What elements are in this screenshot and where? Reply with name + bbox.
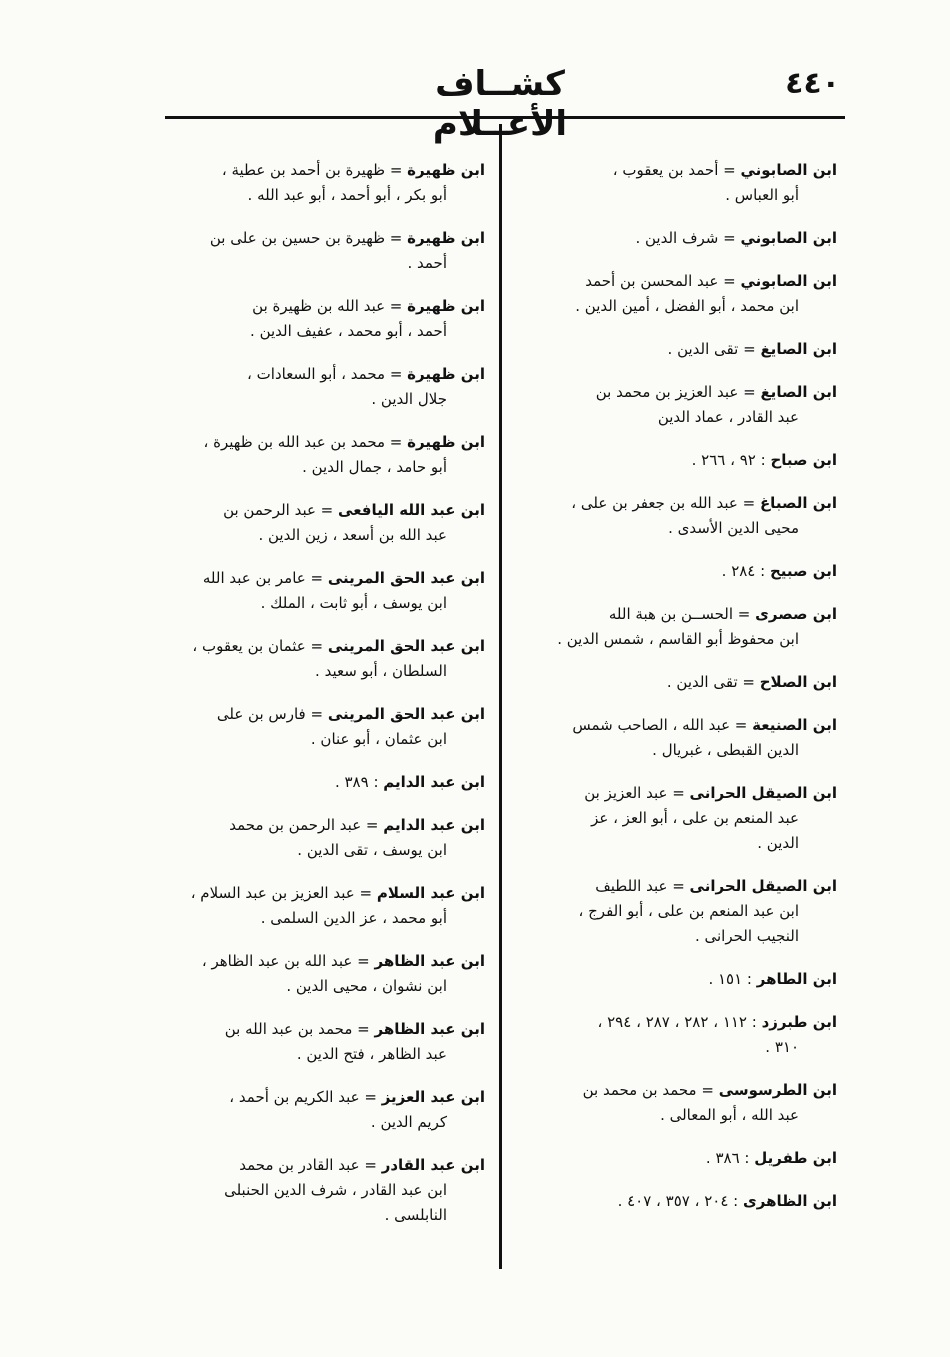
entry-heading: ابن الصابوني — [740, 272, 837, 290]
entry-main-line — [512, 380, 837, 405]
index-entry — [512, 1189, 837, 1214]
entry-heading: ابن الصابوني — [740, 229, 837, 247]
entry-text: = عبد الرحمن بن — [223, 501, 339, 519]
entry-heading: ابن عبد الدايم — [383, 773, 485, 791]
index-entry — [165, 294, 485, 344]
entry-continuation: أحمد . — [407, 254, 447, 272]
entry-text: : ١١٢ ، ٢٨٢ ، ٢٨٧ ، ٢٩٤ ، — [597, 1013, 762, 1031]
entry-heading: ابن الصلاح — [759, 673, 837, 691]
entry-text: = محمد بن عبد الله بن ظهيرة ، — [203, 433, 408, 451]
entry-continuation: عبد القادر ، عماد الدين — [657, 408, 799, 426]
entry-continuation: عبد الله بن أسعد ، زين الدين . — [258, 526, 447, 544]
index-entry — [165, 430, 485, 480]
entry-heading: ابن عبد القادر — [381, 1156, 485, 1174]
entry-heading: ابن ظهيرة — [407, 161, 485, 179]
entry-continuation: عبد الظاهر ، فتح الدين . — [296, 1045, 447, 1063]
entry-main-line — [165, 949, 485, 974]
entry-text: = عبد الرحمن بن محمد — [229, 816, 384, 834]
entry-main-line — [512, 602, 837, 627]
entry-text: = فارس بن على — [216, 705, 328, 723]
entry-heading: ابن عبد الله اليافعى — [338, 501, 485, 519]
index-entry — [165, 770, 485, 795]
entry-main-line — [165, 813, 485, 838]
entry-main-line — [512, 1078, 837, 1103]
entry-heading: ابن طبرزد — [761, 1013, 837, 1031]
entry-main-line — [165, 1085, 485, 1110]
entry-heading: ابن عبد الظاهر — [374, 1020, 485, 1038]
entry-main-line — [512, 713, 837, 738]
entry-text: : ٢٨٤ . — [721, 562, 770, 580]
index-entry — [512, 448, 837, 473]
entry-continuation: أبو بكر ، أبو أحمد ، أبو عبد الله . — [247, 186, 447, 204]
entry-text: = الحســن بن هبة الله — [608, 605, 756, 623]
entry-heading: ابن عبد العزيز — [381, 1088, 485, 1106]
entry-heading: ابن عبد الحق المرينى — [327, 637, 485, 655]
entry-text: : ٣٨٩ . — [334, 773, 384, 791]
index-entry — [512, 602, 837, 652]
entry-heading: ابن صباح — [770, 451, 837, 469]
entry-main-line — [512, 226, 837, 251]
entry-continuation: ابن محمد ، أبو الفضل ، أمين الدين . — [575, 297, 799, 315]
index-entry — [165, 702, 485, 752]
entry-continuation: ابن يوسف ، تقى الدين . — [297, 841, 447, 859]
index-entry — [512, 158, 837, 208]
page-number: ٤٤٠ — [785, 66, 840, 101]
entry-continuation: النابلسى . — [384, 1206, 447, 1224]
entry-continuation: أبو حامد ، جمال الدين . — [302, 458, 447, 476]
index-entry — [165, 1017, 485, 1067]
entry-text: : ٣٨٦ . — [705, 1149, 755, 1167]
entry-heading: ابن صبيح — [769, 562, 837, 580]
entry-continuation: عبد المنعم بن على ، أبو العز ، عز — [591, 809, 799, 827]
entry-heading: ابن عبد الحق المرينى — [327, 569, 485, 587]
index-entry — [165, 362, 485, 412]
entry-continuation: أحمد ، أبو محمد ، عفيف الدين . — [250, 322, 447, 340]
entry-text: = عبد الله ، الصاحب شمس — [572, 716, 753, 734]
index-entry — [512, 781, 837, 856]
index-entry — [165, 226, 485, 276]
entry-text: = محمد بن عبد الله بن — [224, 1020, 375, 1038]
index-entry — [512, 713, 837, 763]
entry-continuation: عبد الله ، أبو المعالى . — [660, 1106, 799, 1124]
entry-main-line — [165, 770, 485, 795]
page-title: كشــاف الأعــلام — [432, 64, 568, 144]
right-column — [512, 158, 837, 1232]
entry-heading: ابن عبد الدايم — [383, 816, 485, 834]
index-entry — [512, 670, 837, 695]
index-entry — [165, 1153, 485, 1228]
index-entry — [512, 1078, 837, 1128]
entry-continuation: أبو محمد ، عز الدين السلمى . — [260, 909, 447, 927]
entry-continuation: ٣١٠ . — [765, 1038, 799, 1056]
entry-main-line — [165, 362, 485, 387]
entry-text: = محمد ، أبو السعادات ، — [247, 365, 408, 383]
entry-text: = عبد الله بن جعفر بن على ، — [571, 494, 760, 512]
entry-heading: ابن الظاهرى — [743, 1192, 837, 1210]
entry-main-line — [512, 874, 837, 899]
entry-continuation: جلال الدين . — [371, 390, 447, 408]
index-entry — [165, 949, 485, 999]
index-entry — [512, 1146, 837, 1171]
entry-main-line — [165, 634, 485, 659]
entry-continuation: ابن محفوظ أبو القاسم ، شمس الدين . — [557, 630, 799, 648]
entry-heading: ابن طفريل — [754, 1149, 837, 1167]
entry-text: : ٢٠٤ ، ٣٥٧ ، ٤٠٧ . — [617, 1192, 743, 1210]
entry-heading: ابن الصنيعة — [752, 716, 837, 734]
entry-heading: ابن الصيقل الحرانى — [689, 877, 837, 895]
entry-heading: ابن ظهيرة — [407, 229, 485, 247]
entry-text: = عبد العزيز بن عبد السلام ، — [190, 884, 377, 902]
entry-heading: ابن الصباغ — [759, 494, 837, 512]
entry-main-line — [512, 1146, 837, 1171]
entry-heading: ابن الصابوني — [740, 161, 837, 179]
entry-continuation: الدين . — [757, 834, 799, 852]
entry-text: = عامر بن عبد الله — [202, 569, 328, 587]
entry-heading: ابن الصايغ — [760, 383, 837, 401]
entry-continuation: محيى الدين الأسدى . — [668, 519, 799, 537]
index-entry — [512, 226, 837, 251]
index-entry — [165, 634, 485, 684]
entry-continuation: السلطان ، أبو سعيد . — [315, 662, 447, 680]
entry-main-line — [512, 670, 837, 695]
entry-heading: ابن عبد الظاهر — [374, 952, 485, 970]
entry-main-line — [512, 781, 837, 806]
entry-text: = عثمان بن يعقوب ، — [192, 637, 328, 655]
entry-main-line — [165, 430, 485, 455]
entry-text: = أحمد بن يعقوب ، — [612, 161, 741, 179]
index-entry — [165, 566, 485, 616]
entry-continuation: النجيب الحرانى . — [694, 927, 799, 945]
entry-main-line — [165, 226, 485, 251]
entry-text: = عبد العزيز بن محمد بن — [595, 383, 761, 401]
entry-text: = عبد القادر بن محمد — [239, 1156, 382, 1174]
entry-text: : ٩٢ ، ٢٦٦ . — [691, 451, 771, 469]
entry-text: = عبد العزيز بن — [584, 784, 690, 802]
index-entry — [512, 559, 837, 584]
entry-heading: ابن الصيقل الحرانى — [689, 784, 837, 802]
entry-continuation: أبو العباس . — [725, 186, 799, 204]
entry-continuation: ابن عثمان ، أبو عنان . — [310, 730, 447, 748]
entry-text: = ظهيرة بن أحمد بن عطية ، — [221, 161, 408, 179]
entry-main-line — [512, 337, 837, 362]
index-entry — [165, 158, 485, 208]
entry-main-line — [165, 566, 485, 591]
column-divider — [499, 124, 502, 1269]
entry-main-line — [165, 1017, 485, 1042]
index-entry — [512, 874, 837, 949]
entry-main-line — [165, 1153, 485, 1178]
index-entry — [165, 498, 485, 548]
index-entry — [512, 337, 837, 362]
entry-text: = تقى الدين . — [666, 673, 760, 691]
entry-main-line — [165, 294, 485, 319]
entry-continuation: ابن يوسف ، أبو ثابت ، الملك . — [260, 594, 447, 612]
index-entry — [165, 813, 485, 863]
entry-text: = عبد الكريم بن أحمد ، — [229, 1088, 382, 1106]
index-entry — [512, 1010, 837, 1060]
left-column — [165, 158, 485, 1246]
entry-main-line — [512, 158, 837, 183]
entry-main-line — [165, 702, 485, 727]
entry-text: = محمد بن محمد بن — [582, 1081, 719, 1099]
entry-main-line — [512, 269, 837, 294]
entry-text: = ظهيرة بن حسين بن على بن — [209, 229, 408, 247]
entry-continuation: كريم الدين . — [370, 1113, 447, 1131]
entry-main-line — [165, 881, 485, 906]
index-entry — [165, 881, 485, 931]
entry-heading: ابن عبد السلام — [376, 884, 485, 902]
entry-text: = عبد الله بن عبد الظاهر ، — [201, 952, 375, 970]
index-entry — [512, 269, 837, 319]
entry-text: = عبد اللطيف — [595, 877, 690, 895]
entry-main-line — [512, 1010, 837, 1035]
entry-continuation: ابن نشوان ، محيى الدين . — [286, 977, 447, 995]
entry-main-line — [512, 559, 837, 584]
entry-continuation: ابن عبد المنعم بن على ، أبو الفرج ، — [578, 902, 799, 920]
entry-text: = عبد المحسن بن أحمد — [585, 272, 741, 290]
entry-text: : ١٥١ . — [708, 970, 757, 988]
header-rule — [165, 116, 845, 119]
index-entry — [512, 491, 837, 541]
index-entry — [512, 380, 837, 430]
entry-main-line — [512, 967, 837, 992]
entry-main-line — [512, 491, 837, 516]
entry-heading: ابن ظهيرة — [407, 433, 485, 451]
entry-heading: ابن الطاهر — [756, 970, 837, 988]
entry-continuation: الدين القبطى ، غبريال . — [652, 741, 799, 759]
entry-main-line — [165, 158, 485, 183]
entry-text: = تقى الدين . — [667, 340, 761, 358]
entry-continuation: ابن عبد القادر ، شرف الدين الحنبلى — [224, 1181, 447, 1199]
entry-heading: ابن ظهيرة — [407, 365, 485, 383]
entry-heading: ابن الصايغ — [760, 340, 837, 358]
entry-heading: ابن الطرسوسى — [718, 1081, 837, 1099]
entry-heading: ابن صصرى — [755, 605, 837, 623]
index-entry — [165, 1085, 485, 1135]
entry-main-line — [165, 498, 485, 523]
entry-text: = عبد الله بن ظهيرة بن — [252, 297, 408, 315]
entry-main-line — [512, 448, 837, 473]
entry-heading: ابن عبد الحق المرينى — [327, 705, 485, 723]
entry-heading: ابن ظهيرة — [407, 297, 485, 315]
index-entry — [512, 967, 837, 992]
entry-main-line — [512, 1189, 837, 1214]
entry-text: = شرف الدين . — [635, 229, 741, 247]
